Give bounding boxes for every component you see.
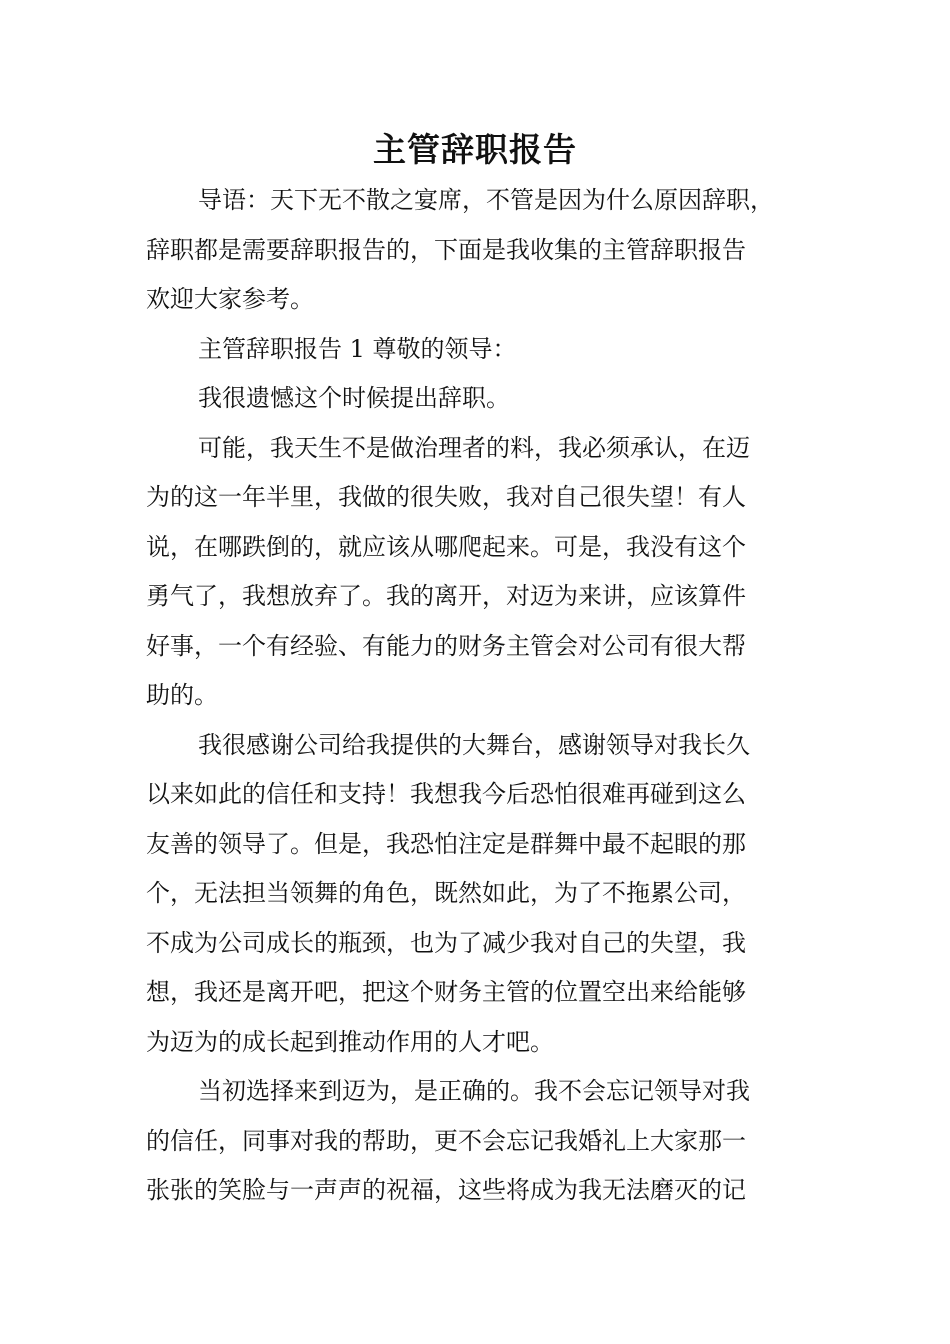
document-body — [146, 176, 810, 1216]
text-line: 勇气了，我想放弃了。我的离开，对迈为来讲，应该算件 — [146, 582, 746, 610]
text-line: 友善的领导了。但是，我恐怕注定是群舞中最不起眼的那 — [146, 829, 746, 858]
text-line: 好事，一个有经验、有能力的财务主管会对公司有很大帮 — [146, 631, 746, 660]
text-line: 当初选择来到迈为，是正确的。我不会忘记领导对我 — [198, 1077, 750, 1105]
text-line: 想，我还是离开吧，把这个财务主管的位置空出来给能够 — [146, 978, 746, 1006]
text-line: 我很感谢公司给我提供的大舞台，感谢领导对我长久 — [198, 730, 750, 759]
text-line: 为的这一年半里，我做的很失败，我对自己很失望！有人 — [146, 483, 746, 511]
text-line: 欢迎大家参考。 — [146, 285, 314, 313]
text-line: 张张的笑脸与一声声的祝福，这些将成为我无法磨灭的记 — [146, 1176, 746, 1204]
text-line: 导语：天下无不散之宴席，不管是因为什么原因辞职， — [198, 186, 774, 214]
text-line: 助的。 — [146, 681, 218, 709]
text-line: 说，在哪跌倒的，就应该从哪爬起来。可是，我没有这个 — [146, 532, 746, 561]
text-line: 辞职都是需要辞职报告的，下面是我收集的主管辞职报告 — [146, 235, 746, 264]
text-line: 的信任，同事对我的帮助，更不会忘记我婚礼上大家那一 — [146, 1126, 746, 1155]
text-line: 主管辞职报告 1 尊敬的领导： — [198, 334, 517, 363]
document-title: 主管辞职报告 — [373, 130, 577, 169]
text-line: 为迈为的成长起到推动作用的人才吧。 — [146, 1027, 554, 1056]
text-line: 个，无法担当领舞的角色，既然如此，为了不拖累公司， — [146, 879, 746, 907]
text-line: 可能，我天生不是做治理者的料，我必须承认，在迈 — [198, 433, 750, 462]
text-line: 以来如此的信任和支持！我想我今后恐怕很难再碰到这么 — [146, 780, 746, 808]
text-line: 我很遗憾这个时候提出辞职。 — [198, 384, 510, 412]
text-line: 不成为公司成长的瓶颈，也为了减少我对自己的失望，我 — [146, 928, 746, 957]
